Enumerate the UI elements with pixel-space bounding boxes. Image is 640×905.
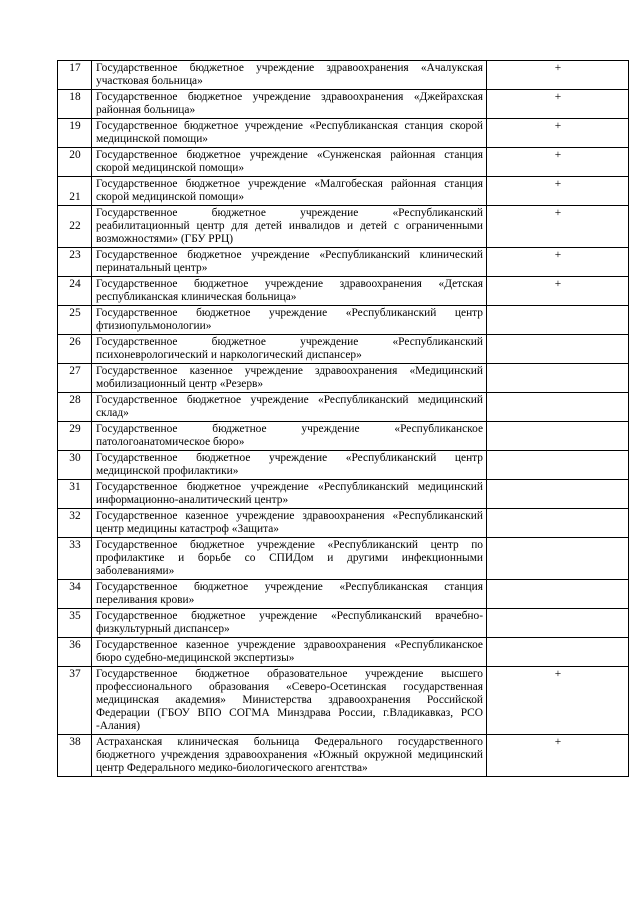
row-mark <box>487 451 629 480</box>
row-mark <box>487 609 629 638</box>
row-mark <box>487 580 629 609</box>
institution-name: Государственное бюджетное учреждение «Сунженская районная станция скорой медицинской помощи» <box>92 148 487 177</box>
row-number: 20 <box>58 148 92 177</box>
institution-name: Государственное бюджетное учреждение «Республиканская станция скорой медицинской помощи» <box>92 119 487 148</box>
table-row <box>58 638 629 667</box>
table-row <box>58 248 629 277</box>
row-mark <box>487 306 629 335</box>
table-row <box>58 538 629 580</box>
table-row <box>58 667 629 735</box>
row-number: 26 <box>58 335 92 364</box>
row-mark: + <box>487 61 629 90</box>
row-number: 28 <box>58 393 92 422</box>
row-number: 36 <box>58 638 92 667</box>
row-mark <box>487 638 629 667</box>
institution-name: Государственное бюджетное учреждение здравоохранения «Ачалукская участковая больница» <box>92 61 487 90</box>
institution-name: Государственное бюджетное учреждение «Республиканский клинический перинатальный центр» <box>92 248 487 277</box>
table-row <box>58 177 629 206</box>
row-mark: + <box>487 248 629 277</box>
table-row <box>58 735 629 777</box>
row-mark <box>487 422 629 451</box>
institution-name: Государственное казенное учреждение здравоохранения «Республиканское бюро судебно-медицинской экспертизы» <box>92 638 487 667</box>
table-row <box>58 609 629 638</box>
institution-name: Государственное бюджетное образовательное учреждение высшего профессионального образования «Северо-Осетинская государственная медицинская академия» Министерства здравоохранения Российской Федерации (ГБОУ ВПО СОГМА Минздрава России, г.Владикавказ, РСО -Алания) <box>92 667 487 735</box>
row-mark: + <box>487 119 629 148</box>
row-number: 22 <box>58 206 92 248</box>
row-number: 31 <box>58 480 92 509</box>
table-row <box>58 61 629 90</box>
row-mark: + <box>487 148 629 177</box>
institution-name: Государственное бюджетное учреждение здравоохранения «Детская республиканская клиническая больница» <box>92 277 487 306</box>
table-row <box>58 119 629 148</box>
institution-name: Государственное бюджетное учреждение «Республиканский медицинский склад» <box>92 393 487 422</box>
institution-name: Государственное бюджетное учреждение здравоохранения «Джейрахская районная больница» <box>92 90 487 119</box>
table-row <box>58 335 629 364</box>
row-number: 19 <box>58 119 92 148</box>
row-number: 21 <box>58 177 92 206</box>
row-number: 25 <box>58 306 92 335</box>
table-row <box>58 90 629 119</box>
table-row <box>58 393 629 422</box>
row-number: 33 <box>58 538 92 580</box>
row-mark <box>487 393 629 422</box>
row-mark <box>487 509 629 538</box>
row-mark <box>487 364 629 393</box>
institution-name: Государственное бюджетное учреждение «Республиканский психоневрологический и наркологический диспансер» <box>92 335 487 364</box>
institution-name: Государственное бюджетное учреждение «Республиканский медицинский информационно-аналитический центр» <box>92 480 487 509</box>
table-row <box>58 206 629 248</box>
row-number: 37 <box>58 667 92 735</box>
row-number: 30 <box>58 451 92 480</box>
row-number: 29 <box>58 422 92 451</box>
table-row <box>58 451 629 480</box>
row-mark <box>487 538 629 580</box>
institutions-table <box>57 60 629 777</box>
institution-name: Государственное бюджетное учреждение «Малгобеская районная станция скорой медицинской помощи» <box>92 177 487 206</box>
row-mark: + <box>487 735 629 777</box>
table-row <box>58 306 629 335</box>
row-number: 24 <box>58 277 92 306</box>
institution-name: Государственное бюджетное учреждение «Республиканский реабилитационный центр для детей инвалидов и детей с ограниченными возможностями» (ГБУ РРЦ) <box>92 206 487 248</box>
institution-name: Государственное бюджетное учреждение «Республиканский центр медицинской профилактики» <box>92 451 487 480</box>
row-number: 18 <box>58 90 92 119</box>
row-mark: + <box>487 90 629 119</box>
institution-name: Государственное бюджетное учреждение «Республиканский врачебно-физкультурный диспансер» <box>92 609 487 638</box>
table-row <box>58 422 629 451</box>
row-number: 38 <box>58 735 92 777</box>
row-mark: + <box>487 206 629 248</box>
institution-name: Государственное бюджетное учреждение «Республиканский центр по профилактике и борьбе со СПИДом и другими инфекционными заболеваниями» <box>92 538 487 580</box>
table-row <box>58 364 629 393</box>
table-row <box>58 148 629 177</box>
institution-name: Государственное казенное учреждение здравоохранения «Республиканский центр медицины катастроф «Защита» <box>92 509 487 538</box>
institution-name: Государственное бюджетное учреждение «Республиканское патологоанатомическое бюро» <box>92 422 487 451</box>
row-number: 17 <box>58 61 92 90</box>
institution-name: Государственное бюджетное учреждение «Республиканский центр фтизиопульмонологии» <box>92 306 487 335</box>
row-number: 34 <box>58 580 92 609</box>
row-mark <box>487 480 629 509</box>
row-number: 23 <box>58 248 92 277</box>
table-row <box>58 277 629 306</box>
institution-name: Астраханская клиническая больница Федерального государственного бюджетного учреждения здравоохранения «Южный окружной медицинский центр Федерального медико-биологического агентства» <box>92 735 487 777</box>
table-row <box>58 509 629 538</box>
row-number: 35 <box>58 609 92 638</box>
table-row <box>58 480 629 509</box>
institution-name: Государственное бюджетное учреждение «Республиканская станция переливания крови» <box>92 580 487 609</box>
row-mark: + <box>487 667 629 735</box>
row-number: 32 <box>58 509 92 538</box>
table-row <box>58 580 629 609</box>
row-number: 27 <box>58 364 92 393</box>
table-body <box>58 61 629 777</box>
row-mark <box>487 335 629 364</box>
institution-name: Государственное казенное учреждение здравоохранения «Медицинский мобилизационный центр «Резерв» <box>92 364 487 393</box>
row-mark: + <box>487 177 629 206</box>
row-mark: + <box>487 277 629 306</box>
